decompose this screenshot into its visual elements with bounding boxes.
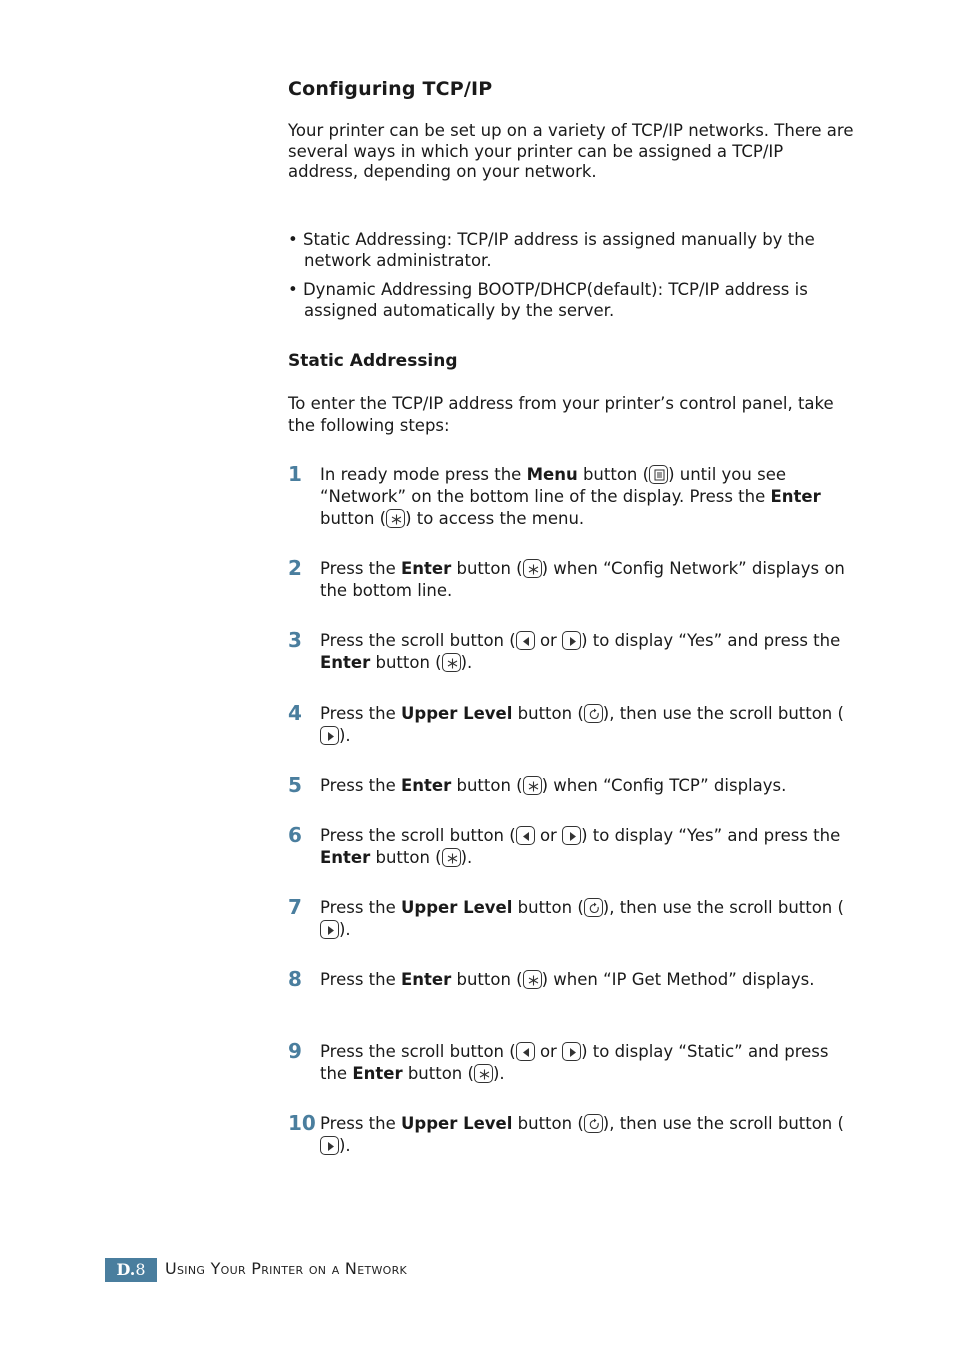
enter-button-icon <box>523 559 542 578</box>
step-9-text: Press the scroll button ( or ) to display “Static” and press the Enter button ( ). <box>320 1042 829 1083</box>
step-number: 9 <box>288 1039 302 1063</box>
enter-button-icon <box>386 509 405 528</box>
step-10-text: Press the Upper Level button ( ), then use the scroll button ( ). <box>320 1114 844 1155</box>
step-3-text: Press the scroll button ( or ) to display “Yes” and press the Enter button ( ). <box>320 631 841 672</box>
scroll-right-button-icon <box>320 726 339 745</box>
step-4-text: Press the Upper Level button ( ), then use the scroll button ( ). <box>320 704 844 745</box>
bullet-dynamic: • Dynamic Addressing BOOTP/DHCP(default): TCP/IP address is assigned automatically by the server. <box>288 280 808 320</box>
scroll-right-button-icon <box>562 631 581 650</box>
enter-button-icon <box>442 848 461 867</box>
enter-button-icon <box>474 1064 493 1083</box>
upper-level-button-icon <box>584 704 603 723</box>
step-number: 7 <box>288 895 302 919</box>
step-1-text: In ready mode press the Menu button ( ) until you see “Network” on the bottom line of the display. Press the Enter button ( ) to access the menu. <box>320 465 821 528</box>
step-number: 10 <box>288 1111 316 1135</box>
step-5-text: Press the Enter button ( ) when “Config TCP” displays. <box>320 776 787 795</box>
step-number: 3 <box>288 628 302 652</box>
step-number: 4 <box>288 701 302 725</box>
scroll-left-button-icon <box>516 1042 535 1061</box>
step-number: 8 <box>288 967 302 991</box>
step-number: 1 <box>288 462 302 486</box>
page-number-badge: D.8 <box>105 1258 157 1282</box>
upper-level-button-icon <box>584 1114 603 1133</box>
step-number: 6 <box>288 823 302 847</box>
intro-paragraph: Your printer can be set up on a variety of TCP/IP networks. There are several ways in which your printer can be assigned a TCP/IP address, depending on your network. <box>288 121 854 181</box>
enter-button-icon <box>442 653 461 672</box>
subsection-heading: Static Addressing <box>288 351 458 371</box>
bullet-static: • Static Addressing: TCP/IP address is assigned manually by the network administrator. <box>288 230 815 270</box>
step-2-text: Press the Enter button ( ) when “Config Network” displays on the bottom line. <box>320 559 845 600</box>
step-8-text: Press the Enter button ( ) when “IP Get Method” displays. <box>320 970 815 989</box>
sub-intro-paragraph: To enter the TCP/IP address from your printer’s control panel, take the following steps: <box>288 394 834 435</box>
scroll-right-button-icon <box>320 1136 339 1155</box>
upper-level-button-icon <box>584 898 603 917</box>
step-7-text: Press the Upper Level button ( ), then use the scroll button ( ). <box>320 898 844 939</box>
section-heading: Configuring TCP/IP <box>288 78 493 100</box>
step-number: 5 <box>288 773 302 797</box>
scroll-right-button-icon <box>562 826 581 845</box>
footer-chapter-title: Using Your Printer on a Network <box>165 1259 408 1278</box>
enter-button-icon <box>523 970 542 989</box>
scroll-left-button-icon <box>516 631 535 650</box>
step-6-text: Press the scroll button ( or ) to display “Yes” and press the Enter button ( ). <box>320 826 841 867</box>
scroll-left-button-icon <box>516 826 535 845</box>
scroll-right-button-icon <box>562 1042 581 1061</box>
enter-button-icon <box>523 776 542 795</box>
menu-button-icon <box>649 465 668 484</box>
scroll-right-button-icon <box>320 920 339 939</box>
step-number: 2 <box>288 556 302 580</box>
